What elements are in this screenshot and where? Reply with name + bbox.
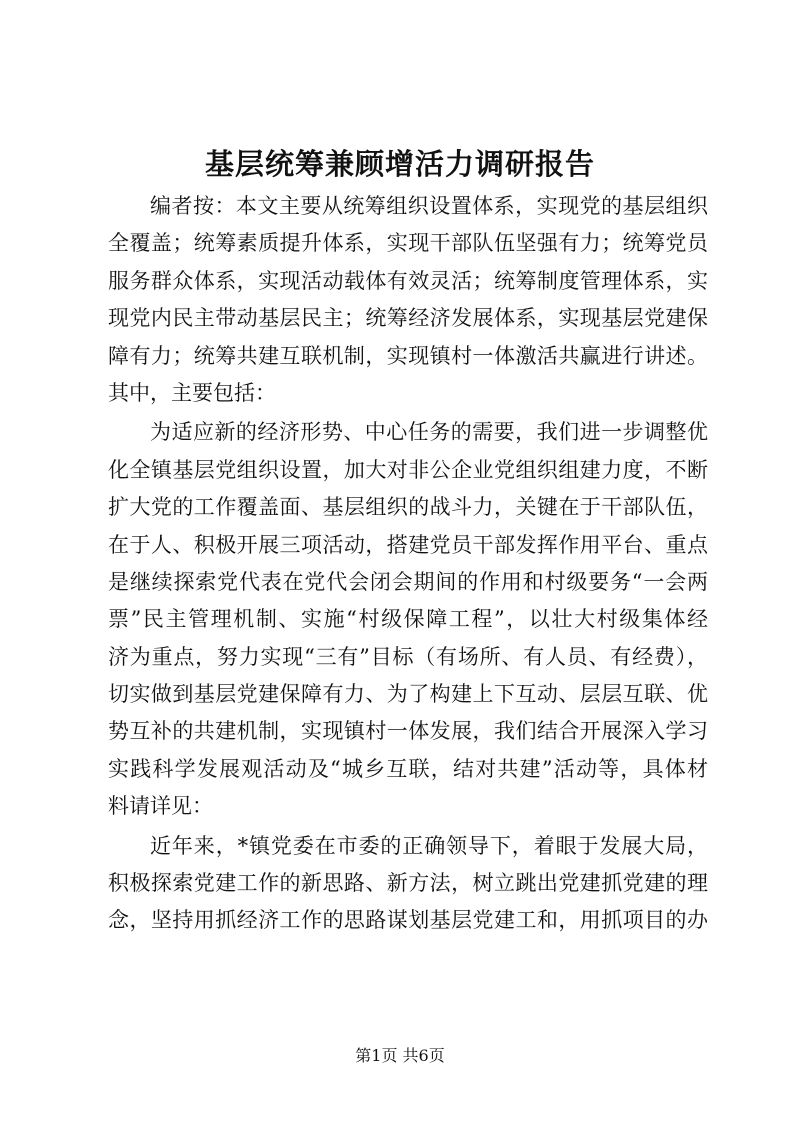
paragraph-line: 近年来，*镇党委在市委的正确领导下，着眼于发展大局， xyxy=(150,833,708,858)
paragraph xyxy=(108,188,708,412)
paragraph-line: 全覆盖；统筹素质提升体系，实现干部队伍坚强有力；统筹党员 xyxy=(108,231,708,256)
paragraph-line: 切实做到基层党建保障有力、为了构建上下互动、层层互联、优 xyxy=(108,682,708,707)
paragraph-line: 扩大党的工作覆盖面、基层组织的战斗力，关键在于干部队伍， xyxy=(108,495,708,520)
paragraph-line: 服务群众体系，实现活动载体有效灵活；统筹制度管理体系，实 xyxy=(108,268,708,293)
paragraph xyxy=(108,828,708,940)
paragraph xyxy=(108,414,708,825)
paragraph-line: 在于人、积极开展三项活动，搭建党员干部发挥作用平台、重点 xyxy=(108,532,708,557)
paragraph-line: 料请详见： xyxy=(108,794,213,819)
paragraph-line: 念，坚持用抓经济工作的思路谋划基层党建工和，用抓项目的办 xyxy=(108,908,708,933)
paragraph-line: 势互补的共建机制，实现镇村一体发展，我们结合开展深入学习 xyxy=(108,719,708,744)
paragraph-line: 实践科学发展观活动及“城乡互联，结对共建”活动等，具体材 xyxy=(108,756,708,781)
document-body xyxy=(108,188,708,940)
paragraph-line: 化全镇基层党组织设置，加大对非公企业党组织组建力度，不断 xyxy=(108,457,708,482)
paragraph-line: 为适应新的经济形势、中心任务的需要，我们进一步调整优 xyxy=(150,420,708,445)
document-title: 基层统筹兼顾增活力调研报告 xyxy=(204,147,595,181)
paragraph-line: 其中，主要包括： xyxy=(108,380,276,405)
paragraph-line: 编者按：本文主要从统筹组织设置体系，实现党的基层组织 xyxy=(150,194,708,218)
paragraph-line: 现党内民主带动基层民主；统筹经济发展体系，实现基层党建保 xyxy=(108,306,708,331)
paragraph-line: 障有力；统筹共建互联机制，实现镇村一体激活共赢进行讲述。 xyxy=(108,343,708,368)
page-footer: 第1页 共6页 xyxy=(355,1046,445,1065)
paragraph-line: 是继续探索党代表在党代会闭会期间的作用和村级要务“一会两 xyxy=(108,569,708,594)
paragraph-line: 票”民主管理机制、实施“村级保障工程”，以壮大村级集体经 xyxy=(108,607,708,632)
paragraph-line: 济为重点，努力实现“三有”目标（有场所、有人员、有经费）， xyxy=(108,644,708,669)
paragraph-line: 积极探索党建工作的新思路、新方法，树立跳出党建抓党建的理 xyxy=(108,871,708,896)
